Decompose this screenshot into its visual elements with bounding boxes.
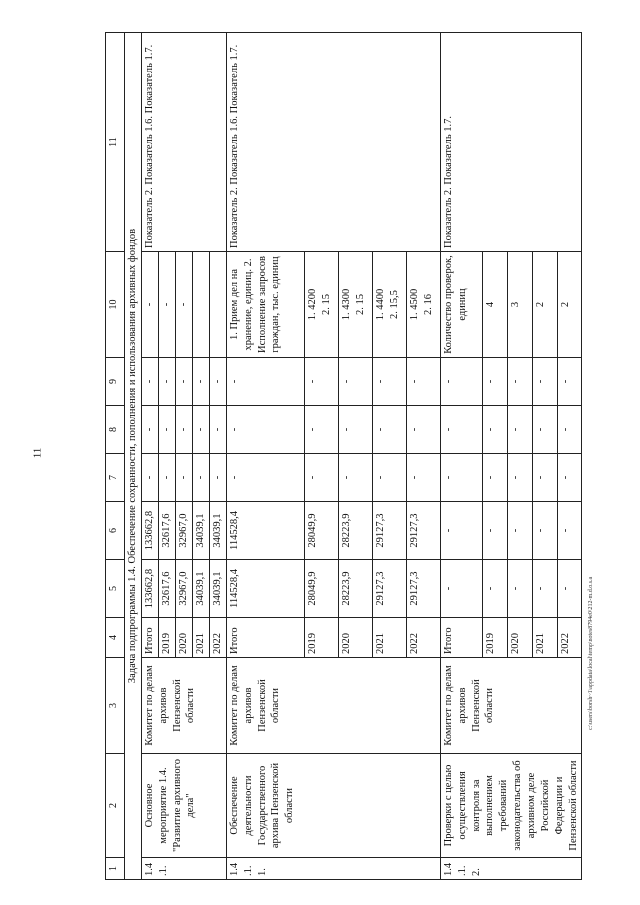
indicator-value: 2: [557, 252, 582, 358]
indicator-value: -: [141, 252, 158, 358]
value-c5: 32617,6: [158, 560, 175, 618]
value-c8: -: [209, 406, 226, 454]
year-cell: 2021: [372, 618, 406, 658]
table-row: [226, 33, 304, 880]
target-indicators: Показатель 2. Показатель 1.6. Показатель 1.7.: [226, 33, 440, 252]
value-c5: -: [532, 560, 557, 618]
value-c6: -: [557, 502, 582, 560]
indicator-value: [209, 252, 226, 358]
value-c7: -: [440, 454, 482, 502]
value-c5: -: [508, 560, 533, 618]
executor: Комитет по делам архивов Пензенской области: [440, 658, 582, 754]
value-c5: 28049,9: [304, 560, 338, 618]
value-c6: 34039,1: [192, 502, 209, 560]
page-number: 11: [31, 447, 44, 459]
value-c7: -: [557, 454, 582, 502]
year-cell: Итого: [141, 618, 158, 658]
value-c7: -: [508, 454, 533, 502]
indicator-value: 1. 4200 2. 15: [304, 252, 338, 358]
value-c6: -: [532, 502, 557, 560]
value-c5: 34039,1: [192, 560, 209, 618]
value-c7: -: [158, 454, 175, 502]
value-c6: 32967,0: [175, 502, 192, 560]
value-c9: -: [158, 358, 175, 406]
indicator-value: 1. 4400 2. 15,5: [372, 252, 406, 358]
value-c8: -: [141, 406, 158, 454]
value-c7: -: [226, 454, 304, 502]
year-cell: 2019: [304, 618, 338, 658]
value-c7: -: [483, 454, 508, 502]
year-cell: 2022: [209, 618, 226, 658]
value-c7: -: [209, 454, 226, 502]
column-number-4: 4: [106, 618, 125, 658]
value-c5: 32967,0: [175, 560, 192, 618]
activity-name: Обеспечение деятельности Государственного архива Пензенской области: [226, 754, 440, 858]
indicator-value: 1. 4500 2. 16: [406, 252, 440, 358]
indicator-value: 2: [532, 252, 557, 358]
value-c6: 32617,6: [158, 502, 175, 560]
year-cell: 2020: [338, 618, 372, 658]
value-c7: -: [304, 454, 338, 502]
year-cell: 2019: [158, 618, 175, 658]
rotated-sheet: [105, 33, 579, 880]
value-c5: 29127,3: [372, 560, 406, 618]
value-c6: 28049,9: [304, 502, 338, 560]
column-number-11: 11: [106, 33, 125, 252]
value-c7: -: [406, 454, 440, 502]
value-c7: -: [192, 454, 209, 502]
year-cell: 2022: [557, 618, 582, 658]
year-cell: 2020: [508, 618, 533, 658]
value-c7: -: [141, 454, 158, 502]
value-c7: -: [175, 454, 192, 502]
value-c8: -: [483, 406, 508, 454]
indicator-name: Количество проверок, единиц: [440, 252, 482, 358]
row-number: 1.4.1.2.: [440, 858, 582, 880]
value-c8: -: [304, 406, 338, 454]
value-c5: 29127,3: [406, 560, 440, 618]
value-c8: -: [372, 406, 406, 454]
value-c5: -: [440, 560, 482, 618]
value-c9: -: [226, 358, 304, 406]
column-number-2: 2: [106, 754, 125, 858]
year-cell: 2021: [532, 618, 557, 658]
value-c9: -: [440, 358, 482, 406]
target-indicators: Показатель 2. Показатель 1.7.: [440, 33, 582, 252]
column-number-3: 3: [106, 658, 125, 754]
indicator-value: 1. 4300 2. 15: [338, 252, 372, 358]
row-number: 1.4.1.1.: [226, 858, 440, 880]
value-c8: -: [557, 406, 582, 454]
value-c5: 133662,8: [141, 560, 158, 618]
value-c9: -: [175, 358, 192, 406]
value-c9: -: [304, 358, 338, 406]
value-c6: 34039,1: [209, 502, 226, 560]
activity-name: Основное мероприятие 1.4. "Развитие архивного дела": [141, 754, 226, 858]
year-cell: 2021: [192, 618, 209, 658]
column-number-8: 8: [106, 406, 125, 454]
column-number-10: 10: [106, 252, 125, 358]
table-row: [141, 33, 158, 880]
value-c6: 133662,8: [141, 502, 158, 560]
value-c6: 29127,3: [406, 502, 440, 560]
value-c5: 28223,9: [338, 560, 372, 618]
executor: Комитет по делам архивов Пензенской области: [141, 658, 226, 754]
value-c6: -: [508, 502, 533, 560]
value-c5: -: [483, 560, 508, 618]
value-c9: -: [192, 358, 209, 406]
column-number-6: 6: [106, 502, 125, 560]
value-c8: -: [192, 406, 209, 454]
target-indicators: Показатель 2. Показатель 1.6. Показатель 1.7.: [141, 33, 226, 252]
indicator-value: -: [158, 252, 175, 358]
table-row: [440, 33, 482, 880]
value-c9: -: [209, 358, 226, 406]
executor: Комитет по делам архивов Пензенской области: [226, 658, 440, 754]
year-cell: 2020: [175, 618, 192, 658]
column-number-7: 7: [106, 454, 125, 502]
year-cell: 2022: [406, 618, 440, 658]
value-c8: -: [406, 406, 440, 454]
row-number: 1.4.1.: [141, 858, 226, 880]
column-number-9: 9: [106, 358, 125, 406]
value-c6: 114528,4: [226, 502, 304, 560]
value-c9: -: [532, 358, 557, 406]
value-c8: -: [158, 406, 175, 454]
value-c9: -: [557, 358, 582, 406]
year-cell: Итого: [226, 618, 304, 658]
value-c8: -: [508, 406, 533, 454]
value-c9: -: [483, 358, 508, 406]
value-c8: -: [226, 406, 304, 454]
indicator-value: 3: [508, 252, 533, 358]
file-path-footer: c:\users\borsh~1\appdata\local\temp\notes8794e0\212-m.d.o.s.a: [588, 576, 594, 730]
indicator-value: -: [175, 252, 192, 358]
value-c9: -: [508, 358, 533, 406]
value-c6: 29127,3: [372, 502, 406, 560]
value-c6: 28223,9: [338, 502, 372, 560]
value-c8: -: [440, 406, 482, 454]
value-c9: -: [141, 358, 158, 406]
value-c7: -: [532, 454, 557, 502]
value-c5: 34039,1: [209, 560, 226, 618]
value-c9: -: [372, 358, 406, 406]
value-c6: -: [483, 502, 508, 560]
program-table: [105, 32, 582, 880]
year-cell: Итого: [440, 618, 482, 658]
value-c6: -: [440, 502, 482, 560]
value-c5: 114528,4: [226, 560, 304, 618]
value-c9: -: [338, 358, 372, 406]
task-title: Задача подпрограммы 1.4. Обеспечение сохранности, пополнения и использования архивных фондов: [125, 33, 142, 880]
indicator-value: [192, 252, 209, 358]
column-number-5: 5: [106, 560, 125, 618]
column-number-row: [106, 33, 125, 880]
activity-name: Проверки с целью осуществления контроля за выполнением требований законодательства об архивном деле Российской Федерации и Пензенской области: [440, 754, 582, 858]
value-c8: -: [338, 406, 372, 454]
year-cell: 2019: [483, 618, 508, 658]
indicator-name: 1. Прием дел на хранение, единиц. 2. Исполнение запросов граждан, тыс. единиц: [226, 252, 304, 358]
value-c9: -: [406, 358, 440, 406]
value-c5: -: [557, 560, 582, 618]
value-c8: -: [532, 406, 557, 454]
value-c7: -: [372, 454, 406, 502]
task-row: [125, 33, 142, 880]
column-number-1: 1: [106, 858, 125, 880]
value-c8: -: [175, 406, 192, 454]
value-c7: -: [338, 454, 372, 502]
indicator-value: 4: [483, 252, 508, 358]
